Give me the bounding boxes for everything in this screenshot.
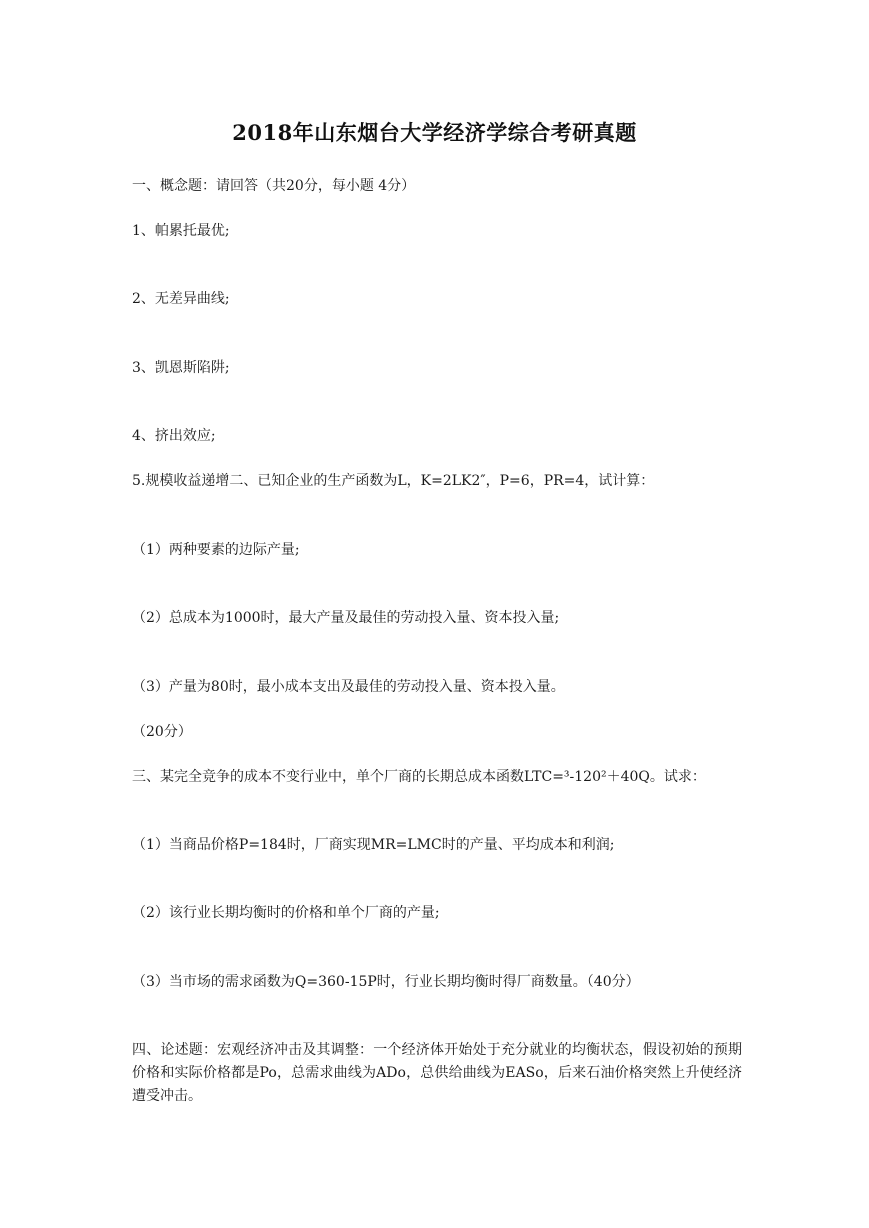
concept-item-2: 2、无差异曲线;	[132, 291, 230, 307]
section-3-subitem-2: （2）该行业长期均衡时的价格和单个厂商的产量;	[132, 905, 440, 921]
concept-item-1: 1、帕累托最优;	[132, 223, 230, 239]
section-2-subitem-2: （2）总成本为1000时，最大产量及最佳的劳动投入量、资本投入量;	[132, 610, 560, 626]
concept-item-5-and-section-2-heading: 5.规模收益递增二、已知企业的生产函数为L，K=2LK2″，P=6，PR=4，试计算：	[132, 473, 655, 489]
section-2-subitem-1: （1）两种要素的边际产量;	[132, 542, 300, 558]
section-4-essay-question: 四、论述题：宏观经济冲击及其调整：一个经济体开始处于充分就业的均衡状态，假设初始的预期价格和实际价格都是Po，总需求曲线为ADo，总供给曲线为EASo，后来石油价格突然上升使经济遭受冲击。	[132, 1042, 742, 1104]
section-3-heading: 三、某完全竞争的成本不变行业中，单个厂商的长期总成本函数LTC=³-120²＋40Q。试求：	[132, 769, 706, 785]
concept-item-3: 3、凯恩斯陷阱;	[132, 360, 230, 376]
concept-item-4: 4、挤出效应;	[132, 428, 216, 444]
section-1-heading: 一、概念题：请回答（共20分，每小题 4分）	[132, 178, 416, 194]
section-2-subitem-3: （3）产量为80时，最小成本支出及最佳的劳动投入量、资本投入量。	[132, 679, 565, 695]
section-3-subitem-1: （1）当商品价格P=184时，厂商实现MR=LMC时的产量、平均成本和利润;	[132, 837, 615, 853]
section-3-subitem-3: （3）当市场的需求函数为Q=360-15P时，行业长期均衡时得厂商数量。（40分）	[132, 974, 640, 990]
page-title: 2018年山东烟台大学经济学综合考研真题	[232, 120, 637, 145]
section-2-points: （20分）	[132, 724, 192, 740]
